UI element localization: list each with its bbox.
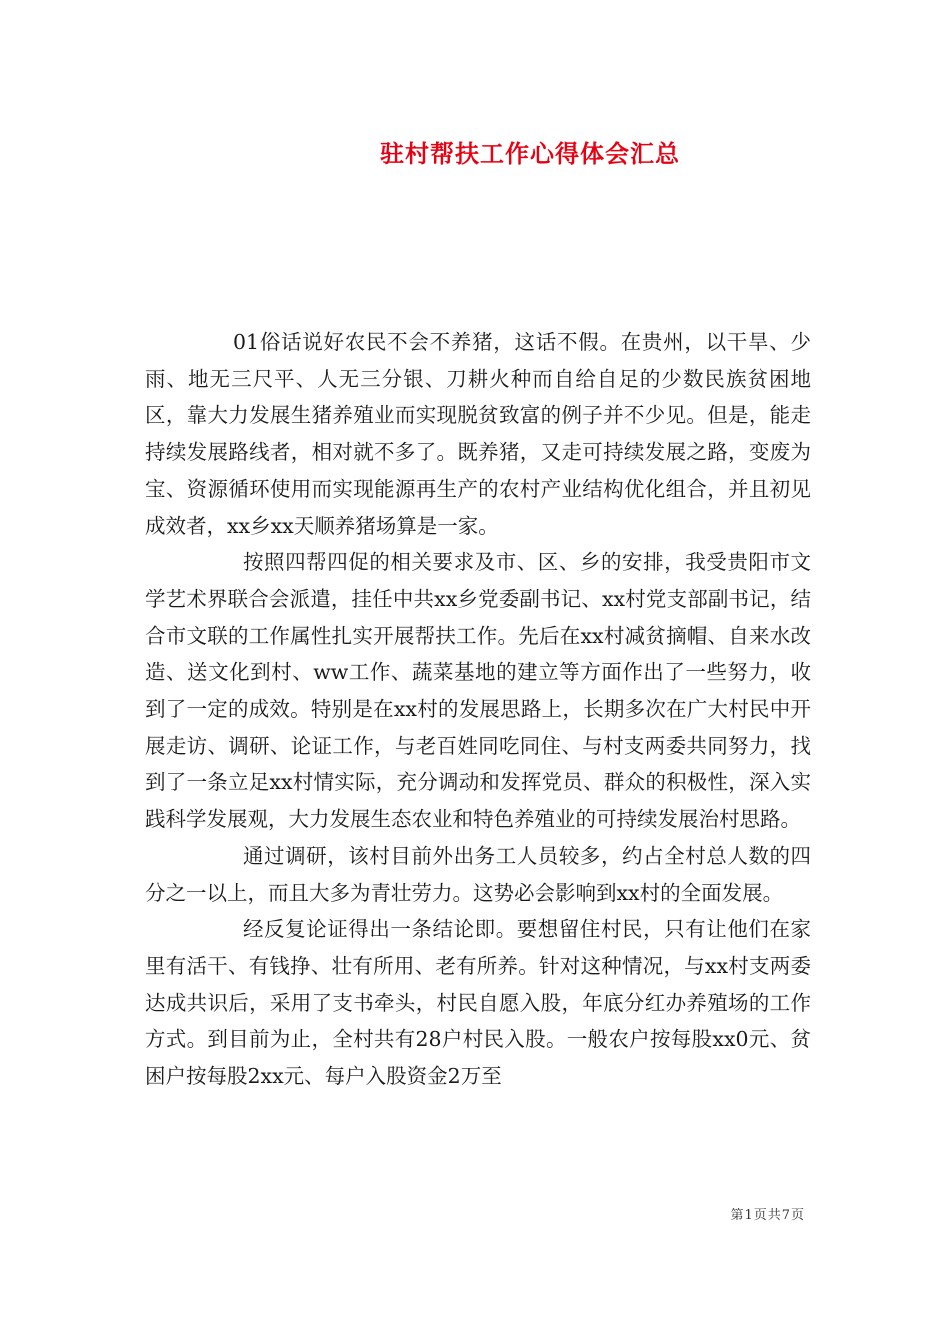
paragraph-1: 01俗话说好农民不会不养猪，这话不假。在贵州，以干旱、少雨、地无三尺平、人无三分银、刀耕火种而自给自足的少数民族贫困地区，靠大力发展生猪养殖业而实现脱贫致富的例子并不少见。但是，能走持续发展路线者，相对就不多了。既养猪，又走可持续发展之路，变废为宝、资源循环使用而实现能源再生产的农村产业结构优化组合，并且初见成效者，xx乡xx天顺养猪场算是一家。: [145, 330, 811, 538]
document-body: [145, 324, 811, 1095]
page-number-footer: 第1页共7页: [730, 1208, 805, 1223]
paragraph-3: 通过调研，该村目前外出务工人员较多，约占全村总人数的四分之一以上，而且大多为青壮劳力。这势必会影响到xx村的全面发展。: [145, 843, 811, 905]
document-title: 驻村帮扶工作心得体会汇总: [380, 139, 680, 168]
paragraph-2: 按照四帮四促的相关要求及市、区、乡的安排，我受贵阳市文学艺术界联合会派遣，挂任中共xx乡党委副书记、xx村党支部副书记，结合市文联的工作属性扎实开展帮扶工作。先后在xx村减贫摘帽、自来水改造、送文化到村、ww工作、蔬菜基地的建立等方面作出了一些努力，收到了一定的成效。特别是在xx村的发展思路上，长期多次在广大村民中开展走访、调研、论证工作，与老百姓同吃同住、与村支两委共同努力，找到了一条立足xx村情实际，充分调动和发挥党员、群众的积极性，深入实践科学发展观，大力发展生态农业和特色养殖业的可持续发展治村思路。: [145, 550, 811, 832]
paragraph-4: 经反复论证得出一条结论即。要想留住村民，只有让他们在家里有活干、有钱挣、壮有所用、老有所养。针对这种情况，与xx村支两委达成共识后，采用了支书牵头，村民自愿入股，年底分红办养殖场的工作方式。到目前为止，全村共有28户村民入股。一般农户按每股xx0元、贫困户按每股2xx元、每户入股资金2万至: [145, 917, 811, 1089]
